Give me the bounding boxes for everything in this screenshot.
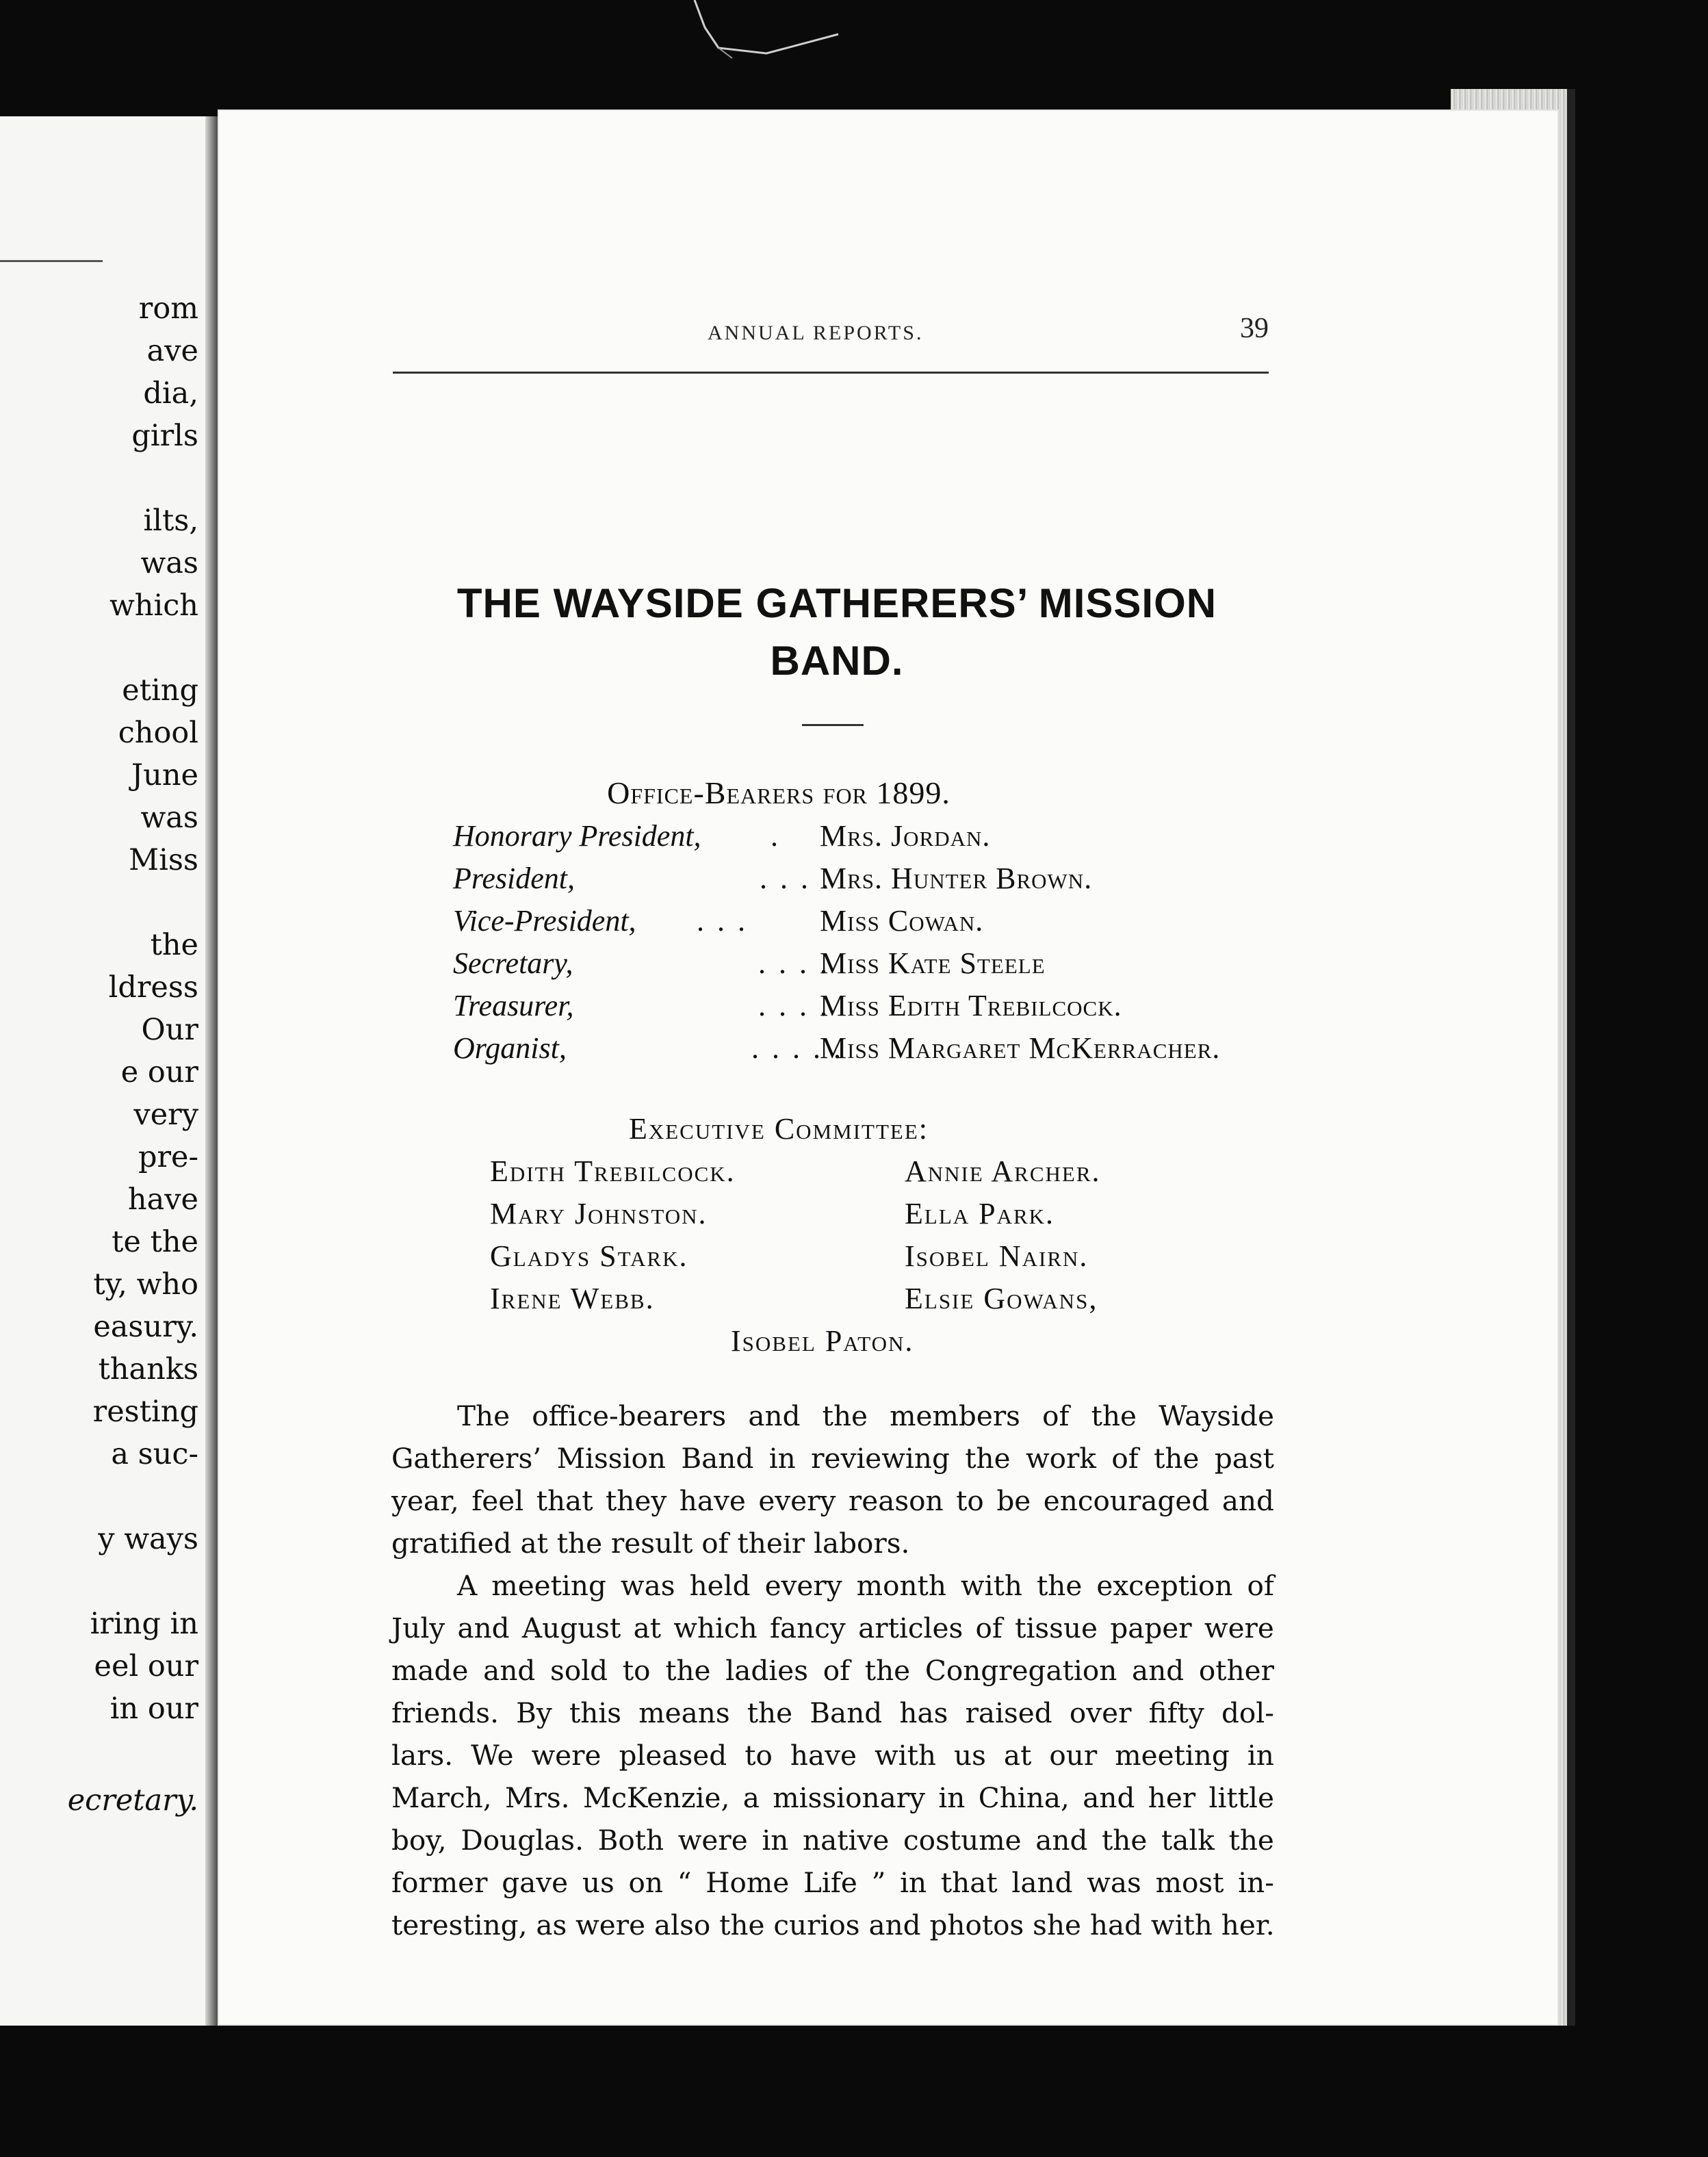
body-word: gave bbox=[502, 1866, 569, 1899]
office-holder-name: Miss Cowan. bbox=[820, 904, 984, 938]
body-word: month bbox=[856, 1569, 946, 1602]
left-page-line: June bbox=[131, 758, 198, 792]
body-word: members bbox=[890, 1399, 1020, 1432]
body-word: China, bbox=[978, 1781, 1070, 1814]
body-word: our bbox=[1049, 1739, 1098, 1772]
body-word: has bbox=[899, 1696, 948, 1729]
left-page-line bbox=[0, 1475, 198, 1518]
office-role: Organist, bbox=[453, 1031, 567, 1065]
body-line bbox=[391, 1649, 1274, 1692]
left-page-text bbox=[0, 287, 198, 1822]
body-word: ” bbox=[871, 1866, 886, 1899]
body-word: and bbox=[1132, 1654, 1185, 1687]
office-bearer-row bbox=[218, 988, 1559, 1031]
body-word: means bbox=[638, 1696, 730, 1729]
body-word: reason bbox=[848, 1484, 944, 1517]
committee-member: Annie Archer. bbox=[905, 1154, 1101, 1188]
left-page-line: ty, who bbox=[93, 1267, 198, 1302]
body-word: and bbox=[748, 1399, 801, 1432]
body-word: costume bbox=[903, 1824, 1022, 1857]
title-line-2: BAND. bbox=[770, 638, 904, 684]
body-word: year, bbox=[391, 1484, 459, 1517]
left-page-line bbox=[0, 627, 198, 669]
body-line bbox=[391, 1819, 1274, 1861]
committee-member: Isobel Nairn. bbox=[905, 1239, 1089, 1273]
body-word: McKenzie, bbox=[582, 1781, 730, 1814]
body-word: and bbox=[1083, 1781, 1135, 1814]
left-page-line: the bbox=[150, 928, 198, 962]
body-word: in bbox=[900, 1866, 927, 1899]
body-word: raised bbox=[965, 1696, 1052, 1729]
body-word: Gatherers’ bbox=[391, 1442, 542, 1475]
left-page-line: girls bbox=[131, 419, 198, 453]
left-page-line: thanks bbox=[98, 1352, 198, 1386]
office-holder-name: Miss Margaret McKerracher. bbox=[820, 1031, 1221, 1065]
left-page-line: was bbox=[140, 801, 198, 835]
left-page-line: eting bbox=[122, 673, 198, 708]
body-word: of bbox=[1247, 1569, 1274, 1602]
body-word: of bbox=[1111, 1442, 1139, 1475]
body-line bbox=[391, 1861, 1274, 1904]
body-line bbox=[391, 1692, 1274, 1734]
office-holder-name: Mrs. Jordan. bbox=[820, 819, 991, 853]
body-word: which bbox=[673, 1612, 758, 1644]
left-page-line: y ways bbox=[98, 1522, 198, 1556]
body-word: little bbox=[1208, 1781, 1274, 1814]
body-word: the bbox=[1228, 1824, 1274, 1857]
left-page-line: ilts, bbox=[143, 504, 198, 538]
body-word: dol- bbox=[1221, 1696, 1274, 1729]
left-page-line: in our bbox=[109, 1692, 198, 1726]
body-word: and bbox=[1035, 1824, 1088, 1857]
body-word: they bbox=[606, 1484, 667, 1517]
body-word: former bbox=[391, 1866, 488, 1899]
office-holder-name: Mrs. Hunter Brown. bbox=[820, 862, 1093, 895]
body-word: us bbox=[582, 1866, 614, 1899]
body-word: this bbox=[569, 1696, 622, 1729]
body-word: that bbox=[940, 1866, 998, 1899]
office-role: Vice-President, bbox=[453, 904, 636, 938]
body-word: Band bbox=[810, 1696, 883, 1729]
body-word: were bbox=[531, 1739, 601, 1772]
body-word: paper bbox=[1110, 1612, 1192, 1644]
leader-dots: . . . . . bbox=[751, 1031, 844, 1065]
body-word: held bbox=[689, 1569, 751, 1602]
body-word: March, bbox=[391, 1781, 492, 1814]
report-body bbox=[391, 1395, 1274, 1946]
body-word: native bbox=[803, 1824, 890, 1857]
committee-member: Edith Trebilcock. bbox=[490, 1154, 736, 1188]
body-word: to bbox=[956, 1484, 984, 1517]
body-word: the bbox=[965, 1442, 1011, 1475]
body-line bbox=[391, 1480, 1274, 1522]
body-word: to bbox=[745, 1739, 773, 1772]
leader-dots: . bbox=[771, 819, 781, 853]
body-word: pleased bbox=[619, 1739, 727, 1772]
left-page-line bbox=[0, 1730, 198, 1772]
body-line: teresting, as were also the curios and photos she had with her. bbox=[391, 1909, 1275, 1941]
title-line-1: THE WAYSIDE GATHERERS’ MISSION bbox=[456, 580, 1217, 626]
left-page-line: pre- bbox=[138, 1140, 198, 1174]
body-word: us bbox=[954, 1739, 986, 1772]
executive-committee-heading: Executive Committee: bbox=[628, 1112, 929, 1146]
left-page-line: easury. bbox=[93, 1310, 198, 1344]
body-word: at bbox=[1003, 1739, 1032, 1772]
body-word: were bbox=[1204, 1612, 1274, 1644]
body-word: friends. bbox=[391, 1696, 499, 1729]
body-line bbox=[391, 1777, 1274, 1819]
body-word: to bbox=[622, 1654, 651, 1687]
office-bearer-row bbox=[218, 903, 1559, 946]
body-word: fifty bbox=[1148, 1696, 1204, 1729]
header-rule bbox=[393, 372, 1269, 374]
body-word: sold bbox=[550, 1654, 608, 1687]
body-word: the bbox=[1036, 1569, 1083, 1602]
body-word: most bbox=[1155, 1866, 1224, 1899]
left-page-line: eel our bbox=[94, 1649, 198, 1683]
body-word: in bbox=[938, 1781, 966, 1814]
body-word: the bbox=[1154, 1442, 1200, 1475]
body-word: By bbox=[516, 1696, 552, 1729]
film-scratch bbox=[691, 0, 842, 62]
body-word: encouraged bbox=[1043, 1484, 1210, 1517]
body-word: the bbox=[1102, 1824, 1148, 1857]
body-word: and bbox=[1221, 1484, 1274, 1517]
left-page-line: chool bbox=[118, 716, 198, 750]
page-edge-shadow bbox=[1567, 89, 1575, 2026]
body-word: with bbox=[875, 1739, 936, 1772]
office-bearer-row bbox=[218, 818, 1559, 861]
leader-dots: . . . . bbox=[758, 946, 830, 980]
body-word: articles bbox=[858, 1612, 963, 1644]
body-word: of bbox=[975, 1612, 1002, 1644]
body-word: “ bbox=[677, 1866, 692, 1899]
left-page-line: te the bbox=[112, 1225, 198, 1259]
left-page-line: iring in bbox=[90, 1607, 198, 1641]
left-page-line: ecretary. bbox=[67, 1783, 198, 1818]
body-word: in bbox=[762, 1824, 789, 1857]
page-title bbox=[348, 575, 1326, 690]
body-word: in bbox=[1247, 1739, 1274, 1772]
body-word: have bbox=[679, 1484, 746, 1517]
body-word: the bbox=[864, 1654, 911, 1687]
body-word: have bbox=[790, 1739, 857, 1772]
leader-dots: . . . bbox=[697, 904, 748, 938]
body-line bbox=[391, 1734, 1274, 1777]
left-page-line: ldress bbox=[108, 970, 198, 1005]
body-word: the bbox=[1091, 1399, 1137, 1432]
body-word: Congregation bbox=[924, 1654, 1117, 1687]
left-page-line: dia, bbox=[143, 376, 198, 411]
body-word: The bbox=[457, 1399, 510, 1432]
left-page-rule bbox=[0, 260, 103, 262]
body-line bbox=[391, 1437, 1274, 1480]
body-word: in bbox=[768, 1442, 796, 1475]
body-word: of bbox=[823, 1654, 851, 1687]
body-word: the bbox=[747, 1696, 793, 1729]
body-word: fancy bbox=[770, 1612, 846, 1644]
left-page-line: resting bbox=[92, 1395, 198, 1429]
body-word: tissue bbox=[1015, 1612, 1098, 1644]
committee-member: Isobel Paton. bbox=[731, 1324, 914, 1358]
body-word: and bbox=[457, 1612, 510, 1644]
left-page-line: ave bbox=[146, 334, 198, 368]
committee-member: Irene Webb. bbox=[490, 1282, 655, 1315]
body-word: Both bbox=[597, 1824, 664, 1857]
body-word: the bbox=[822, 1399, 868, 1432]
body-word: in- bbox=[1238, 1866, 1274, 1899]
body-word: Mission bbox=[556, 1442, 666, 1475]
body-word: land bbox=[1011, 1866, 1073, 1899]
body-word: with bbox=[960, 1569, 1022, 1602]
left-page-line: very bbox=[133, 1098, 198, 1132]
body-word: exception bbox=[1096, 1569, 1233, 1602]
body-word: Wayside bbox=[1159, 1399, 1274, 1432]
left-page-line: e our bbox=[120, 1055, 198, 1089]
body-word: was bbox=[620, 1569, 675, 1602]
running-head-title: ANNUAL REPORTS. bbox=[708, 322, 924, 344]
body-word: missionary bbox=[773, 1781, 925, 1814]
committee-member: Gladys Stark. bbox=[490, 1239, 688, 1273]
left-page-line bbox=[0, 881, 198, 924]
body-word: We bbox=[471, 1739, 514, 1772]
body-line: gratified at the result of their labors. bbox=[391, 1527, 910, 1560]
office-bearer-row bbox=[218, 946, 1559, 988]
body-word: feel bbox=[471, 1484, 524, 1517]
body-word: work bbox=[1026, 1442, 1096, 1475]
body-word: July bbox=[391, 1612, 445, 1644]
leader-dots: . . . . bbox=[758, 989, 830, 1022]
body-word: Home bbox=[706, 1866, 790, 1899]
body-word: talk bbox=[1161, 1824, 1215, 1857]
committee-member: Elsie Gowans, bbox=[905, 1282, 1098, 1315]
body-word: every bbox=[764, 1569, 842, 1602]
left-page-fragment bbox=[0, 116, 226, 2026]
body-word: A bbox=[457, 1569, 478, 1602]
office-role: Honorary President, bbox=[453, 819, 701, 853]
left-page-line bbox=[0, 457, 198, 500]
body-word: Douglas. bbox=[461, 1824, 584, 1857]
body-word: office-bearers bbox=[532, 1399, 727, 1432]
office-bearer-row bbox=[218, 861, 1559, 903]
body-word: Mrs. bbox=[504, 1781, 570, 1814]
body-word: Life bbox=[803, 1866, 857, 1899]
left-page-line: which bbox=[109, 589, 198, 623]
body-word: was bbox=[1087, 1866, 1141, 1899]
committee-member: Mary Johnston. bbox=[490, 1197, 708, 1230]
body-word: of bbox=[1042, 1399, 1070, 1432]
leader-dots: . . . . bbox=[760, 862, 831, 895]
body-word: meeting bbox=[491, 1569, 606, 1602]
body-word: over bbox=[1069, 1696, 1132, 1729]
office-holder-name: Miss Kate Steele bbox=[820, 946, 1046, 980]
body-word: at bbox=[633, 1612, 661, 1644]
committee-member: Ella Park. bbox=[905, 1197, 1055, 1230]
body-word: meeting bbox=[1115, 1739, 1230, 1772]
main-page bbox=[218, 109, 1559, 2026]
body-word: her bbox=[1148, 1781, 1196, 1814]
body-word: reviewing bbox=[811, 1442, 950, 1475]
body-word: every bbox=[758, 1484, 836, 1517]
body-word: were bbox=[677, 1824, 748, 1857]
body-word: boy, bbox=[391, 1824, 447, 1857]
body-word: lars. bbox=[391, 1739, 454, 1772]
body-word: on bbox=[628, 1866, 663, 1899]
body-line bbox=[391, 1607, 1274, 1649]
office-holder-name: Miss Edith Trebilcock. bbox=[820, 989, 1122, 1022]
left-page-line: Miss bbox=[129, 843, 198, 877]
body-word: August bbox=[521, 1612, 621, 1644]
body-word: and bbox=[483, 1654, 536, 1687]
office-bearer-row bbox=[218, 1031, 1559, 1073]
title-divider bbox=[802, 724, 864, 726]
left-page-line: Our bbox=[141, 1013, 198, 1047]
body-line bbox=[391, 1564, 1274, 1607]
body-word: made bbox=[391, 1654, 469, 1687]
body-word: be bbox=[996, 1484, 1031, 1517]
body-word: past bbox=[1214, 1442, 1274, 1475]
body-word: Band bbox=[681, 1442, 754, 1475]
body-word: the bbox=[665, 1654, 711, 1687]
office-role: Secretary, bbox=[453, 946, 573, 980]
body-word: that bbox=[536, 1484, 593, 1517]
office-bearers-heading: Office-Bearers for 1899. bbox=[607, 775, 950, 810]
page-number: 39 bbox=[1240, 313, 1269, 344]
left-page-line: a suc- bbox=[111, 1437, 198, 1471]
body-word: other bbox=[1198, 1654, 1274, 1687]
body-word: a bbox=[742, 1781, 760, 1814]
body-word: ladies bbox=[725, 1654, 808, 1687]
left-page-line: rom bbox=[138, 292, 198, 326]
office-role: President, bbox=[453, 862, 575, 895]
left-page-line: was bbox=[140, 546, 198, 580]
left-page-line: have bbox=[127, 1183, 198, 1217]
office-role: Treasurer, bbox=[453, 989, 574, 1022]
body-line bbox=[391, 1395, 1274, 1437]
left-page-line bbox=[0, 1560, 198, 1603]
